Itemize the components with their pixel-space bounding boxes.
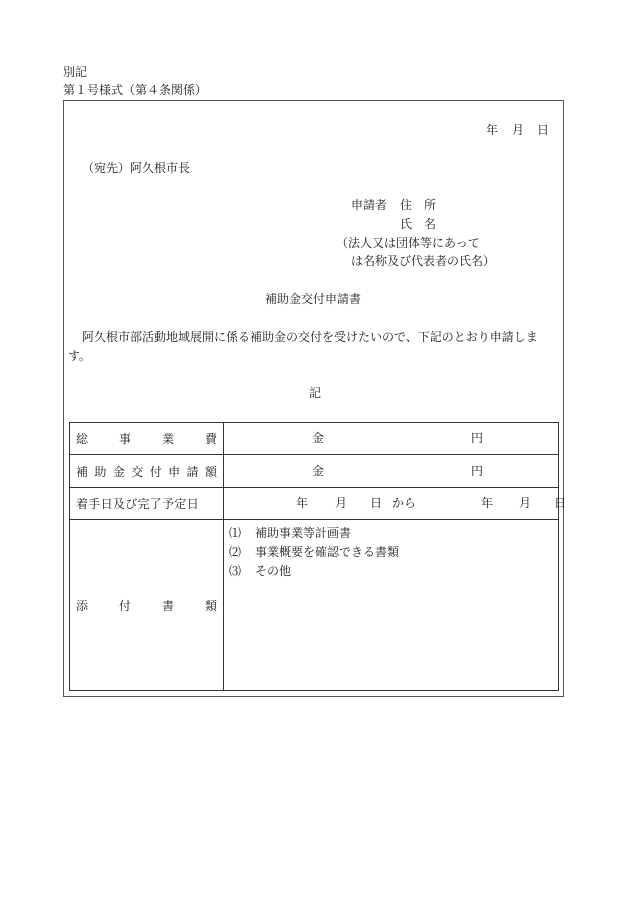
label-char: 費 <box>204 432 217 446</box>
total-cost-value[interactable] <box>224 423 559 455</box>
row-total-cost <box>70 423 559 455</box>
applicant-note-line1: （法人又は団体等にあって <box>336 236 480 250</box>
label-char: 申 <box>168 464 181 479</box>
label-char: 書 <box>161 598 174 613</box>
label-char: 総 <box>76 432 89 446</box>
date-month: 月 <box>512 123 525 137</box>
label-char: 類 <box>204 598 217 613</box>
attachment-list <box>224 520 558 581</box>
row-schedule <box>70 488 559 520</box>
label-char: 付 <box>118 598 131 613</box>
schedule-label <box>70 488 224 520</box>
document-title: 補助金交付申請書 <box>265 292 362 306</box>
schedule-value[interactable] <box>224 488 567 520</box>
list-item <box>229 543 558 562</box>
attachments-value[interactable] <box>224 520 559 691</box>
applicant-label: 申請者 <box>351 198 388 212</box>
body-text-line2: す。 <box>68 349 92 363</box>
label-char: 補 <box>76 464 89 479</box>
date-day: 日 <box>537 123 550 137</box>
applicant-note-line2: は名称及び代表者の氏名） <box>351 254 496 268</box>
kin-label: 金 <box>312 464 325 478</box>
yen-label: 円 <box>471 464 484 478</box>
row-attachments <box>70 520 559 691</box>
end-month: 月 <box>519 496 532 510</box>
kin-label: 金 <box>312 431 325 445</box>
annex-label: 別記 <box>63 65 88 79</box>
label-char: 添 <box>76 598 89 613</box>
start-year: 年 <box>296 496 309 510</box>
date-year: 年 <box>486 123 499 137</box>
yen-label: 円 <box>471 431 484 445</box>
application-table <box>69 422 567 691</box>
item-number: ⑴ <box>229 526 242 540</box>
end-year: 年 <box>481 496 494 510</box>
list-item <box>229 562 558 581</box>
label-char: 交 <box>131 464 144 479</box>
item-text: 補助事業等計画書 <box>255 526 352 540</box>
label-char: 額 <box>204 464 217 479</box>
item-text: その他 <box>255 564 292 578</box>
item-number: ⑵ <box>229 545 242 559</box>
label-char: 金 <box>112 464 125 479</box>
label-char: 事 <box>118 432 131 446</box>
ki-mark: 記 <box>309 386 322 400</box>
row-subsidy-amount <box>70 455 559 488</box>
item-number: ⑶ <box>229 564 242 578</box>
form-number: 第１号様式（第４条関係） <box>63 83 208 97</box>
start-month: 月 <box>335 496 348 510</box>
schedule-label-text: 着手日及び完了予定日 <box>76 497 200 511</box>
label-char: 請 <box>186 464 199 479</box>
subsidy-amount-value[interactable] <box>224 455 559 488</box>
label-char: 業 <box>161 432 174 446</box>
label-char: 助 <box>94 464 107 479</box>
name-label: 氏 名 <box>400 217 437 231</box>
attachments-label <box>70 520 224 691</box>
end-day: 日 <box>554 496 567 510</box>
subsidy-amount-label <box>70 455 224 488</box>
body-text-line1: 阿久根市部活動地域展開に係る補助金の交付を受けたいので、下記のとおり申請しま <box>82 330 538 344</box>
list-item <box>229 524 558 543</box>
label-char: 付 <box>149 464 162 479</box>
kara-label: から <box>392 496 417 510</box>
item-text: 事業概要を確認できる書類 <box>255 545 400 559</box>
total-cost-label <box>70 423 224 455</box>
addressee: （宛先）阿久根市長 <box>82 161 191 175</box>
address-label: 住 所 <box>400 198 437 212</box>
start-day: 日 <box>370 496 383 510</box>
